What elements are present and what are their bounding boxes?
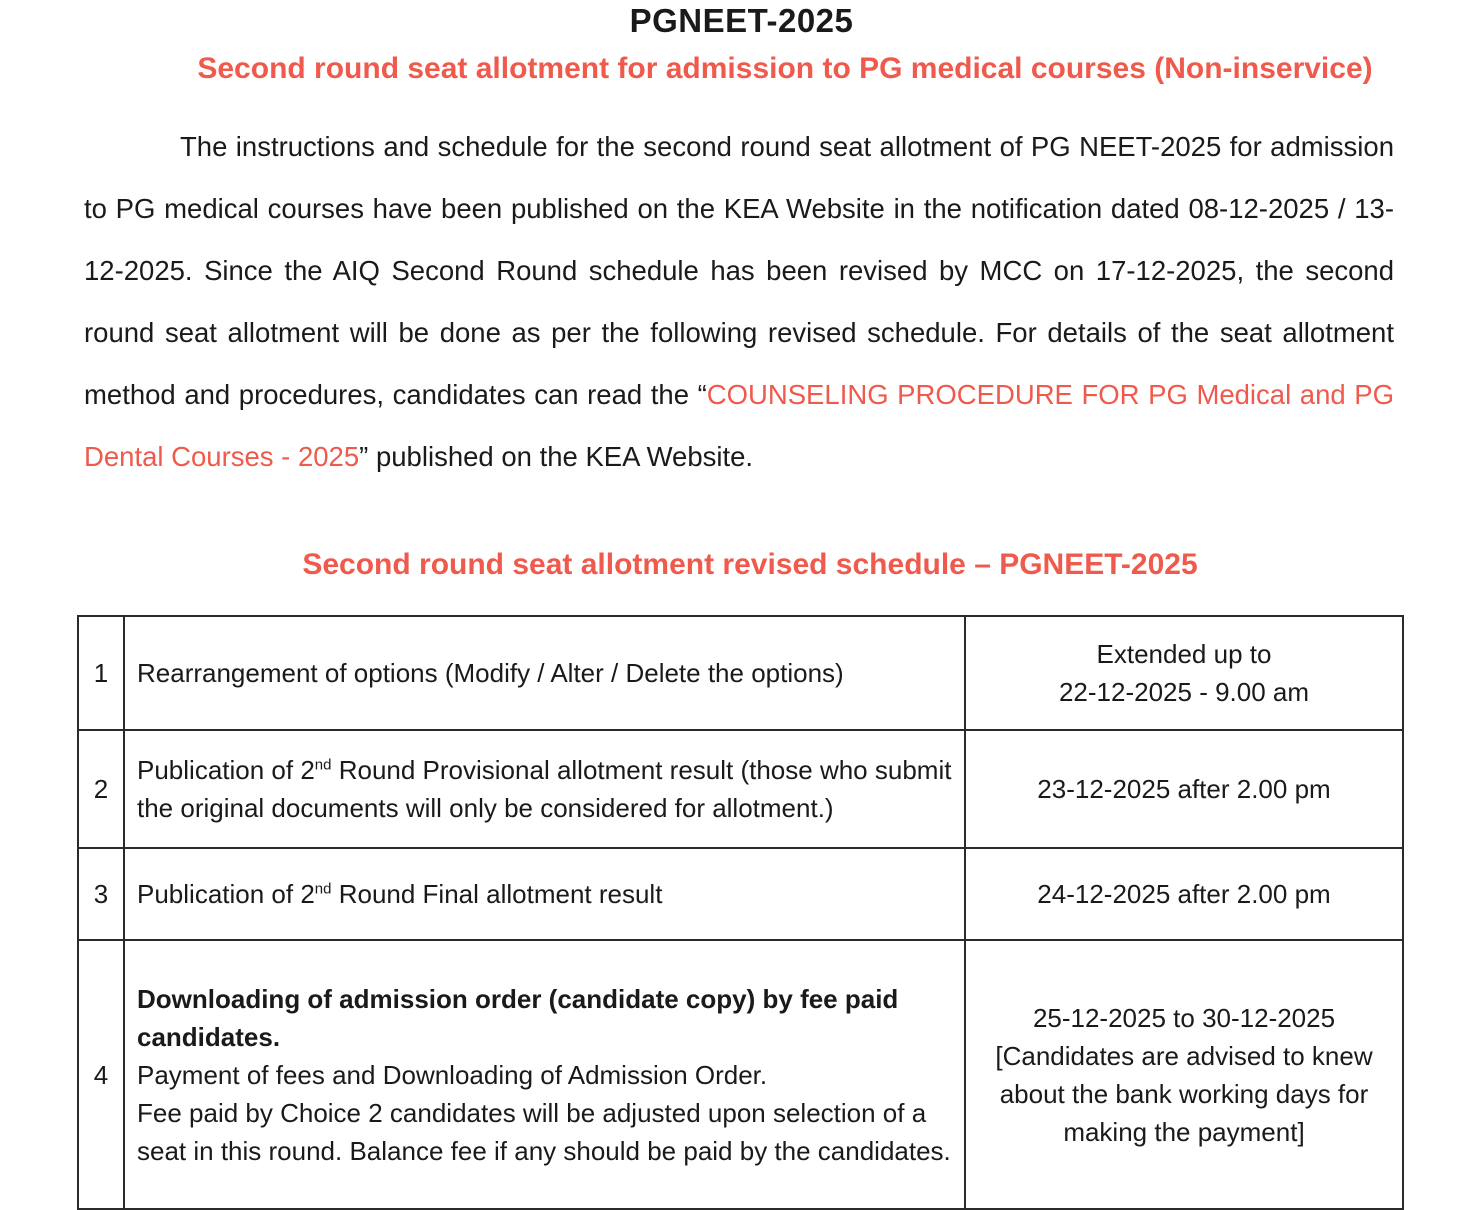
counseling-procedure-reference: COUNSELING PROCEDURE FOR PG Medical and PG Dental Courses - 2025 <box>84 379 1394 472</box>
open-quote: “ <box>697 379 707 410</box>
desc-text: Publication of 2 <box>137 755 315 785</box>
paragraph-text-2: published on the KEA Website. <box>368 441 754 472</box>
date-line: 25-12-2025 to 30-12-2025 <box>1032 1002 1336 1033</box>
row-description <box>124 848 965 940</box>
desc-text: Publication of 2 <box>137 879 315 909</box>
row-number: 2 <box>78 730 124 848</box>
table-row <box>78 730 1403 848</box>
row-number: 3 <box>78 848 124 940</box>
ordinal-suffix: nd <box>314 756 332 774</box>
schedule-table <box>77 615 1404 1210</box>
row-description: Rearrangement of options (Modify / Alter / Delete the options) <box>124 616 965 730</box>
row-date: 24-12-2025 after 2.00 pm <box>965 848 1403 940</box>
document-title: PGNEET-2025 <box>629 2 854 39</box>
date-line: 22-12-2025 - 9.00 am <box>1058 677 1310 707</box>
paragraph-text-1: The instructions and schedule for the second round seat allotment of PG NEET-2025 for admission to PG medical courses have been published on the KEA Website in the notification dated 08-12-2025 / 13-12-2025. Since the AIQ Second Round schedule has been revised by MCC on 17-12-2025, the second round seat allotment will be done as per the following revised schedule. For details of the seat allotment method and procedures, candidates can read the <box>84 131 1394 410</box>
desc-text: Round Provisional allotment result (those who submit the original documents will only be considered for allotment.) <box>137 755 952 823</box>
instructions-paragraph <box>84 116 1394 488</box>
date-line: Extended up to <box>1096 639 1272 669</box>
row-description <box>124 730 965 848</box>
row-date <box>965 940 1403 1209</box>
row-description <box>124 940 965 1209</box>
document-subtitle: Second round seat allotment for admission to PG medical courses (Non-inservice) <box>197 52 1373 85</box>
desc-bold-heading: Downloading of admission order (candidate copy) by fee paid candidates. <box>137 983 899 1052</box>
desc-text: Fee paid by Choice 2 candidates will be adjusted upon selection of a seat in this round. Balance fee if any should be paid by the candidates. <box>137 1097 951 1166</box>
close-quote: ” <box>359 441 369 472</box>
row-date: 23-12-2025 after 2.00 pm <box>965 730 1403 848</box>
ordinal-suffix: nd <box>314 880 332 898</box>
table-row <box>78 616 1403 730</box>
date-note: [Candidates are advised to knew about the bank working days for making the payment] <box>995 1040 1373 1147</box>
row-date <box>965 616 1403 730</box>
row-number: 1 <box>78 616 124 730</box>
desc-text: Payment of fees and Downloading of Admission Order. <box>137 1059 768 1090</box>
table-row <box>78 848 1403 940</box>
schedule-heading: Second round seat allotment revised schedule – PGNEET-2025 <box>302 548 1198 581</box>
row-number: 4 <box>78 940 124 1209</box>
desc-text: Round Final allotment result <box>331 879 663 909</box>
table-row <box>78 940 1403 1209</box>
